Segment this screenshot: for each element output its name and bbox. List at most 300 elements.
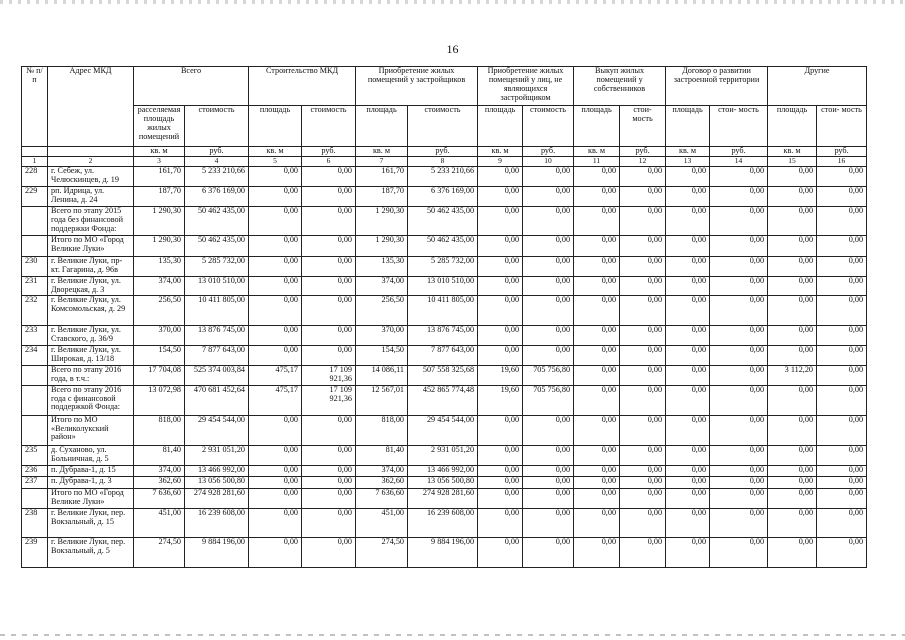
row-value: 0,00 [710,365,768,385]
row-value: 0,00 [817,476,867,488]
row-value: 0,00 [620,488,666,508]
row-value: 0,00 [817,236,867,257]
row-value: 0,00 [249,508,302,537]
row-value: 13 056 500,80 [408,476,478,488]
row-address: д. Суханово, ул. Больничная, д. 5 [48,445,134,465]
row-value: 0,00 [666,488,710,508]
row-value: 0,00 [768,325,817,345]
row-value: 0,00 [249,295,302,325]
table-row [22,476,867,488]
row-value: 12 567,01 [356,385,408,415]
row-value: 0,00 [574,207,620,236]
row-value: 0,00 [666,345,710,365]
row-value: 13 010 510,00 [185,277,249,296]
row-value: 525 374 003,84 [185,365,249,385]
row-address: г. Великие Луки, пр-кт. Гагарина, д. 96в [48,257,134,277]
row-value: 475,17 [249,365,302,385]
row-value: 0,00 [302,488,356,508]
column-number: 16 [817,157,867,167]
row-value: 0,00 [817,488,867,508]
row-value: 50 462 435,00 [185,236,249,257]
row-value: 470 681 452,64 [185,385,249,415]
row-value: 0,00 [574,257,620,277]
row-value: 0,00 [620,187,666,207]
header-sub-area: площадь [768,106,817,147]
row-value: 0,00 [478,508,523,537]
row-value: 0,00 [302,345,356,365]
header-sub-cost: стоимость [523,106,574,147]
row-value: 0,00 [817,257,867,277]
row-value: 0,00 [478,257,523,277]
row-value: 705 756,80 [523,365,574,385]
column-number: 5 [249,157,302,167]
row-value: 7 636,60 [356,488,408,508]
header-sub-area: площадь [356,106,408,147]
row-value: 0,00 [574,537,620,567]
header-group-non-developers: Приобретение жилых помещений у лиц, не являющихся застройщиком [478,67,574,106]
row-value: 135,30 [134,257,185,277]
header-sub-cost: стоимость [408,106,478,147]
column-number: 2 [48,157,134,167]
row-value: 0,00 [620,508,666,537]
row-value: 0,00 [817,465,867,476]
row-value: 0,00 [817,415,867,445]
row-value: 0,00 [523,257,574,277]
row-value: 0,00 [710,476,768,488]
row-value: 16 239 608,00 [185,508,249,537]
row-value: 50 462 435,00 [185,207,249,236]
row-value: 0,00 [710,345,768,365]
column-number: 6 [302,157,356,167]
row-number: 234 [22,345,48,365]
row-value: 29 454 544,00 [185,415,249,445]
row-value: 14 086,11 [356,365,408,385]
header-group-construction: Строительство МКД [249,67,356,106]
row-number: 228 [22,167,48,187]
table-row [22,445,867,465]
row-value: 0,00 [478,167,523,187]
row-value: 0,00 [710,415,768,445]
row-value: 0,00 [249,345,302,365]
row-value: 17 109 921,36 [302,385,356,415]
row-value: 0,00 [817,295,867,325]
row-value: 0,00 [302,295,356,325]
unit-cell: кв. м [768,147,817,157]
row-value: 154,50 [134,345,185,365]
row-value: 0,00 [249,257,302,277]
row-value: 0,00 [574,345,620,365]
header-sub-cost: стоимость [302,106,356,147]
row-value: 274,50 [356,537,408,567]
column-number: 11 [574,157,620,167]
row-value: 0,00 [523,415,574,445]
row-value: 0,00 [523,207,574,236]
table-row [22,167,867,187]
row-number: 236 [22,465,48,476]
row-value: 0,00 [620,295,666,325]
row-address: г. Великие Луки, пер. Вокзальный, д. 5 [48,537,134,567]
row-value: 187,70 [134,187,185,207]
header-no: № п/п [22,67,48,147]
header-group-other: Другие [768,67,867,106]
row-value: 0,00 [620,415,666,445]
row-value: 0,00 [302,167,356,187]
row-value: 2 931 051,20 [408,445,478,465]
row-value: 0,00 [817,277,867,296]
row-value: 0,00 [249,445,302,465]
row-value: 6 376 169,00 [408,187,478,207]
row-value: 13 056 500,80 [185,476,249,488]
row-value: 0,00 [666,465,710,476]
row-number [22,236,48,257]
column-number: 10 [523,157,574,167]
row-value: 0,00 [768,257,817,277]
row-value: 5 285 732,00 [185,257,249,277]
row-value: 818,00 [134,415,185,445]
row-value: 0,00 [817,207,867,236]
row-value: 1 290,30 [356,236,408,257]
row-value: 5 233 210,66 [185,167,249,187]
row-value: 0,00 [249,207,302,236]
row-address: п. Дубрава-1, д. 3 [48,476,134,488]
row-value: 0,00 [523,537,574,567]
row-value: 0,00 [666,385,710,415]
row-address: Всего по этапу 2016 года с финансовой поддержкой Фонда: [48,385,134,415]
row-value: 0,00 [817,445,867,465]
row-value: 0,00 [666,187,710,207]
row-value: 0,00 [768,465,817,476]
unit-cell: руб. [817,147,867,157]
row-number: 232 [22,295,48,325]
row-value: 452 865 774,48 [408,385,478,415]
row-value: 1 290,30 [134,236,185,257]
row-value: 7 636,60 [134,488,185,508]
row-value: 0,00 [620,325,666,345]
row-value: 274,50 [134,537,185,567]
header-sub-area: площадь [574,106,620,147]
row-number [22,207,48,236]
row-value: 0,00 [817,345,867,365]
row-value: 362,60 [356,476,408,488]
row-value: 0,00 [302,476,356,488]
row-value: 5 285 732,00 [408,257,478,277]
row-value: 6 376 169,00 [185,187,249,207]
row-value: 0,00 [817,508,867,537]
row-value: 0,00 [666,476,710,488]
row-value: 0,00 [523,345,574,365]
unit-cell: кв. м [356,147,408,157]
scan-edge-bottom [0,634,905,636]
row-value: 0,00 [710,488,768,508]
unit-cell: руб. [710,147,768,157]
row-value: 0,00 [523,508,574,537]
unit-cell: руб. [185,147,249,157]
row-value: 0,00 [768,277,817,296]
row-value: 0,00 [768,508,817,537]
header-sub-area: площадь [478,106,523,147]
row-value: 0,00 [302,207,356,236]
row-value: 0,00 [620,445,666,465]
row-value: 0,00 [666,445,710,465]
row-number [22,488,48,508]
row-value: 374,00 [356,277,408,296]
unit-cell: кв. м [574,147,620,157]
row-address: г. Великие Луки, ул. Ставского, д. 36/9 [48,325,134,345]
header-sub-cost: стои- мость [817,106,867,147]
row-value: 0,00 [710,187,768,207]
row-value: 0,00 [710,325,768,345]
column-number: 7 [356,157,408,167]
header-unit-row [22,147,867,157]
row-value: 154,50 [356,345,408,365]
row-value: 161,70 [356,167,408,187]
row-value: 0,00 [249,277,302,296]
row-value: 370,00 [356,325,408,345]
column-number: 8 [408,157,478,167]
row-value: 0,00 [710,537,768,567]
row-value: 0,00 [768,385,817,415]
header-group-row [22,67,867,106]
row-value: 0,00 [249,488,302,508]
row-value: 0,00 [249,325,302,345]
row-value: 9 884 196,00 [408,537,478,567]
row-value: 0,00 [768,415,817,445]
row-value: 50 462 435,00 [408,207,478,236]
table-row [22,257,867,277]
row-value: 50 462 435,00 [408,236,478,257]
row-number: 237 [22,476,48,488]
table-row [22,187,867,207]
row-number: 231 [22,277,48,296]
row-value: 0,00 [302,257,356,277]
row-number: 239 [22,537,48,567]
table-row [22,385,867,415]
row-address: Итого по МО «Великолукский район» [48,415,134,445]
row-value: 0,00 [478,415,523,445]
row-value: 0,00 [574,476,620,488]
row-value: 0,00 [817,365,867,385]
row-value: 0,00 [523,277,574,296]
row-value: 0,00 [768,295,817,325]
row-value: 0,00 [768,445,817,465]
row-value: 0,00 [817,167,867,187]
row-value: 0,00 [478,207,523,236]
row-number: 229 [22,187,48,207]
row-value: 0,00 [302,236,356,257]
row-value: 0,00 [620,345,666,365]
row-value: 0,00 [478,325,523,345]
row-value: 0,00 [817,385,867,415]
header-group-developers: Приобретение жилых помещений у застройщиков [356,67,478,106]
header-sub-cost: стоимость [185,106,249,147]
row-value: 3 112,20 [768,365,817,385]
row-value: 0,00 [574,508,620,537]
row-value: 81,40 [134,445,185,465]
row-value: 0,00 [817,325,867,345]
row-value: 0,00 [478,476,523,488]
row-value: 0,00 [817,187,867,207]
row-value: 0,00 [768,476,817,488]
row-value: 0,00 [666,277,710,296]
row-value: 0,00 [620,257,666,277]
row-value: 0,00 [302,415,356,445]
row-value: 13 876 745,00 [408,325,478,345]
column-number: 4 [185,157,249,167]
row-address: г. Себеж, ул. Челюскинцев, д. 19 [48,167,134,187]
row-value: 1 290,30 [134,207,185,236]
column-number: 14 [710,157,768,167]
row-value: 0,00 [478,295,523,325]
header-address: Адрес МКД [48,67,134,147]
row-number: 230 [22,257,48,277]
row-address: п. Дубрава-1, д. 15 [48,465,134,476]
row-address: г. Великие Луки, ул. Дворецкая, д. 3 [48,277,134,296]
row-value: 0,00 [523,187,574,207]
row-value: 0,00 [620,465,666,476]
row-value: 0,00 [302,325,356,345]
row-value: 0,00 [710,295,768,325]
row-value: 374,00 [134,277,185,296]
row-value: 0,00 [620,236,666,257]
row-value: 0,00 [620,385,666,415]
row-value: 0,00 [768,345,817,365]
row-value: 0,00 [710,277,768,296]
row-value: 9 884 196,00 [185,537,249,567]
row-value: 0,00 [666,537,710,567]
row-value: 0,00 [768,207,817,236]
row-value: 507 558 325,68 [408,365,478,385]
unit-cell: кв. м [478,147,523,157]
row-value: 0,00 [574,325,620,345]
header-sub-cost: стои- мость [710,106,768,147]
row-number: 233 [22,325,48,345]
row-value: 0,00 [666,167,710,187]
row-number: 238 [22,508,48,537]
row-value: 0,00 [523,236,574,257]
table-row [22,415,867,445]
scan-edge-top [0,0,905,4]
row-value: 0,00 [249,236,302,257]
row-value: 0,00 [768,167,817,187]
resettlement-table [21,66,867,568]
row-address: г. Великие Луки, пер. Вокзальный, д. 15 [48,508,134,537]
row-value: 0,00 [710,167,768,187]
row-value: 256,50 [356,295,408,325]
row-value: 0,00 [768,488,817,508]
header-sub-row [22,106,867,147]
row-value: 0,00 [249,167,302,187]
row-value: 274 928 281,60 [408,488,478,508]
row-value: 0,00 [523,295,574,325]
row-value: 0,00 [620,207,666,236]
table-row [22,488,867,508]
row-number [22,415,48,445]
row-value: 81,40 [356,445,408,465]
row-value: 0,00 [302,277,356,296]
unit-cell: кв. м [134,147,185,157]
column-number: 1 [22,157,48,167]
row-value: 10 411 805,00 [408,295,478,325]
row-value: 0,00 [574,415,620,445]
row-value: 0,00 [478,465,523,476]
row-value: 187,70 [356,187,408,207]
row-value: 0,00 [478,537,523,567]
unit-cell: кв. м [666,147,710,157]
column-number: 12 [620,157,666,167]
row-value: 17 704,08 [134,365,185,385]
row-value: 0,00 [302,508,356,537]
row-value: 0,00 [478,445,523,465]
row-value: 0,00 [302,537,356,567]
row-value: 0,00 [574,187,620,207]
row-value: 0,00 [710,236,768,257]
row-value: 0,00 [666,508,710,537]
row-value: 19,60 [478,385,523,415]
row-address: Всего по этапу 2015 года без финансовой поддержки Фонда: [48,207,134,236]
table-row [22,277,867,296]
header-sub-area: расселяемая площадь жилых помещений [134,106,185,147]
row-value: 0,00 [817,537,867,567]
row-value: 0,00 [523,167,574,187]
table-row [22,365,867,385]
row-value: 274 928 281,60 [185,488,249,508]
row-address: Всего по этапу 2016 года, в т.ч.: [48,365,134,385]
row-value: 0,00 [768,187,817,207]
row-number [22,365,48,385]
row-value: 1 290,30 [356,207,408,236]
row-value: 0,00 [523,476,574,488]
row-value: 0,00 [249,537,302,567]
table-row [22,325,867,345]
row-number [22,385,48,415]
row-value: 0,00 [620,537,666,567]
header-sub-area: площадь [249,106,302,147]
row-value: 0,00 [710,508,768,537]
row-value: 0,00 [620,365,666,385]
row-value: 0,00 [574,488,620,508]
row-value: 0,00 [249,415,302,445]
page-number: 16 [446,42,459,56]
row-address: г. Великие Луки, ул. Широкая, д. 13/18 [48,345,134,365]
row-value: 256,50 [134,295,185,325]
table-row [22,537,867,567]
row-address: рп. Идрица, ул. Ленина, д. 24 [48,187,134,207]
row-value: 161,70 [134,167,185,187]
row-value: 0,00 [478,277,523,296]
table-row [22,465,867,476]
row-value: 7 877 643,00 [185,345,249,365]
row-value: 0,00 [710,445,768,465]
row-value: 0,00 [302,187,356,207]
row-value: 705 756,80 [523,385,574,415]
row-value: 0,00 [666,207,710,236]
row-value: 0,00 [666,415,710,445]
row-value: 16 239 608,00 [408,508,478,537]
row-value: 0,00 [710,257,768,277]
row-value: 0,00 [574,236,620,257]
row-value: 0,00 [249,187,302,207]
header-column-numbers-row [22,157,867,167]
header-group-total: Всего [134,67,249,106]
row-value: 13 072,98 [134,385,185,415]
unit-cell: руб. [523,147,574,157]
row-value: 0,00 [620,476,666,488]
row-address: Итого по МО «Город Великие Луки» [48,236,134,257]
row-value: 2 931 051,20 [185,445,249,465]
row-value: 10 411 805,00 [185,295,249,325]
table-row [22,207,867,236]
column-number: 13 [666,157,710,167]
